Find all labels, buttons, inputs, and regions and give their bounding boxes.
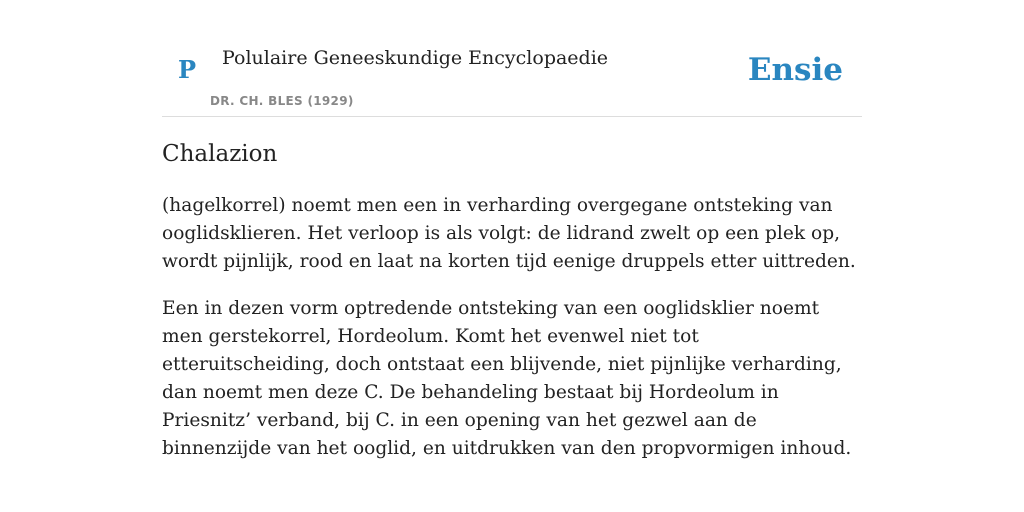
book-title-link[interactable]: Polulaire Geneeskundige Encyclopaedie xyxy=(222,47,609,69)
book-author: DR. CH. BLES (1929) xyxy=(210,94,354,108)
entry-content xyxy=(162,138,862,463)
entry-paragraph: Een in dezen vorm optredende ontsteking van een ooglidsklier noemt men gerstekorrel, Hordeolum. Komt het evenwel niet tot etteruitscheiding, doch ontstaat een blijvende, niet pijnlijke verharding, dan noemt men deze C. De behandeling bestaat bij Hordeolum in Priesnitz’ verband, bij C. in een opening van het gezwel aan de binnenzijde van het ooglid, en uitdrukken van den propvormigen inhoud. xyxy=(162,298,852,459)
book-logo-letter[interactable]: P xyxy=(178,55,197,84)
entry-paragraph: (hagelkorrel) noemt men een in verharding overgegane ontsteking van ooglidsklieren. Het verloop is als volgt: de lidrand zwelt op een plek op, wordt pijnlijk, rood en laat na korten tijd eenige druppels etter uittreden. xyxy=(162,195,856,272)
page-header xyxy=(162,0,862,117)
entry-body xyxy=(162,192,862,463)
ensie-logo-link[interactable]: Ensie xyxy=(747,52,843,88)
entry-title: Chalazion xyxy=(162,141,278,167)
